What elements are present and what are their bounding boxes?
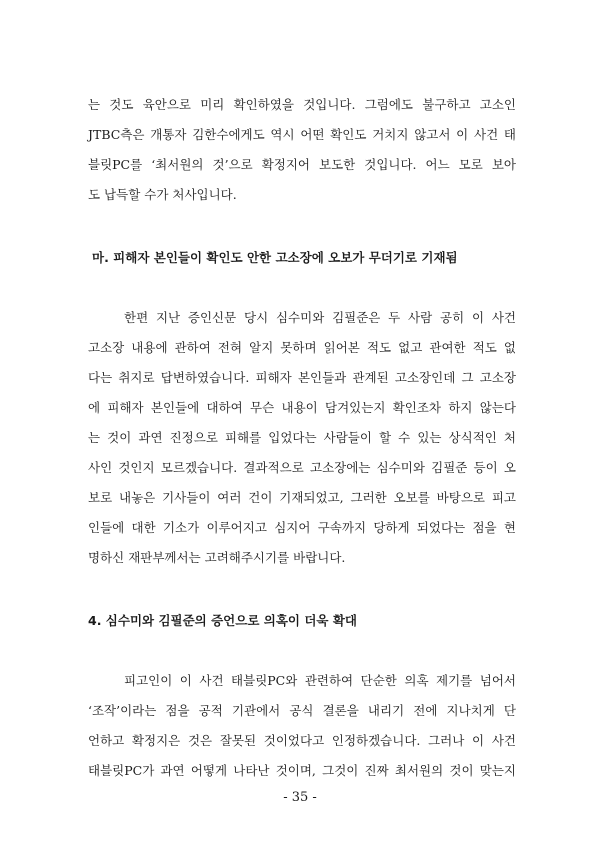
paragraph-2-line-5: 는 것이 과연 진정으로 피해를 입었다는 사람들이 할 수 있는 상식적인 처 (88, 430, 516, 445)
paragraph-2-line-2: 고소장 내용에 관하여 전혀 알지 못하며 읽어본 적도 없고 관여한 적도 없 (88, 340, 516, 355)
paragraph-2-line-3: 다는 취지로 답변하였습니다. 피해자 본인들과 관계된 고소장인데 그 고소장 (88, 370, 516, 385)
paragraph-2-line-8: 인들에 대한 기소가 이루어지고 심지어 구속까지 당하게 되었다는 점을 현 (88, 520, 516, 535)
section-heading-4: 4. 심수미와 김필준의 증언으로 의혹이 더욱 확대 (88, 613, 357, 628)
paragraph-3-line-4: 태블릿PC가 과연 어떻게 나타난 것이며, 그것이 진짜 최서원의 것이 맞는지 (88, 763, 516, 778)
paragraph-1-line-2: JTBC측은 개통자 김한수에게도 역시 어떤 확인도 거치지 않고서 이 사건 태 (88, 127, 516, 142)
paragraph-1-line-3: 블릿PC를 ‘최서원의 것’으로 확정지어 보도한 것입니다. 어느 모로 보아 (88, 157, 516, 172)
section-heading-ma: 마. 피해자 본인들이 확인도 안한 고소장에 오보가 무더기로 기재됨 (92, 250, 458, 265)
paragraph-2-line-1: 한편 지난 증인신문 당시 심수미와 김필준은 두 사람 공히 이 사건 (124, 310, 516, 325)
paragraph-3-line-1: 피고인이 이 사건 태블릿PC와 관련하여 단순한 의혹 제기를 넘어서 (124, 673, 516, 688)
paragraph-2-line-4: 에 피해자 본인들에 대하여 무슨 내용이 담겨있는지 확인조차 하지 않는다 (88, 400, 516, 415)
paragraph-3-line-3: 언하고 확정지은 것은 잘못된 것이었다고 인정하겠습니다. 그러나 이 사건 (88, 733, 516, 748)
paragraph-1-line-1: 는 것도 육안으로 미리 확인하였을 것입니다. 그럼에도 불구하고 고소인 (88, 97, 516, 112)
paragraph-3-line-2: ‘조작’이라는 점을 공적 기관에서 공식 결론을 내리기 전에 지나치게 단 (88, 703, 516, 718)
paragraph-2-line-6: 사인 것인지 모르겠습니다. 결과적으로 고소장에는 심수미와 김필준 등이 오 (88, 460, 516, 475)
paragraph-1-line-4: 도 납득할 수가 처사입니다. (88, 187, 237, 202)
page-number: - 35 - (283, 790, 317, 805)
paragraph-2-line-7: 보로 내놓은 기사들이 여러 건이 기재되었고, 그러한 오보를 바탕으로 피고 (88, 490, 516, 505)
paragraph-2-line-9: 명하신 재판부께서는 고려해주시기를 바랍니다. (88, 550, 346, 565)
